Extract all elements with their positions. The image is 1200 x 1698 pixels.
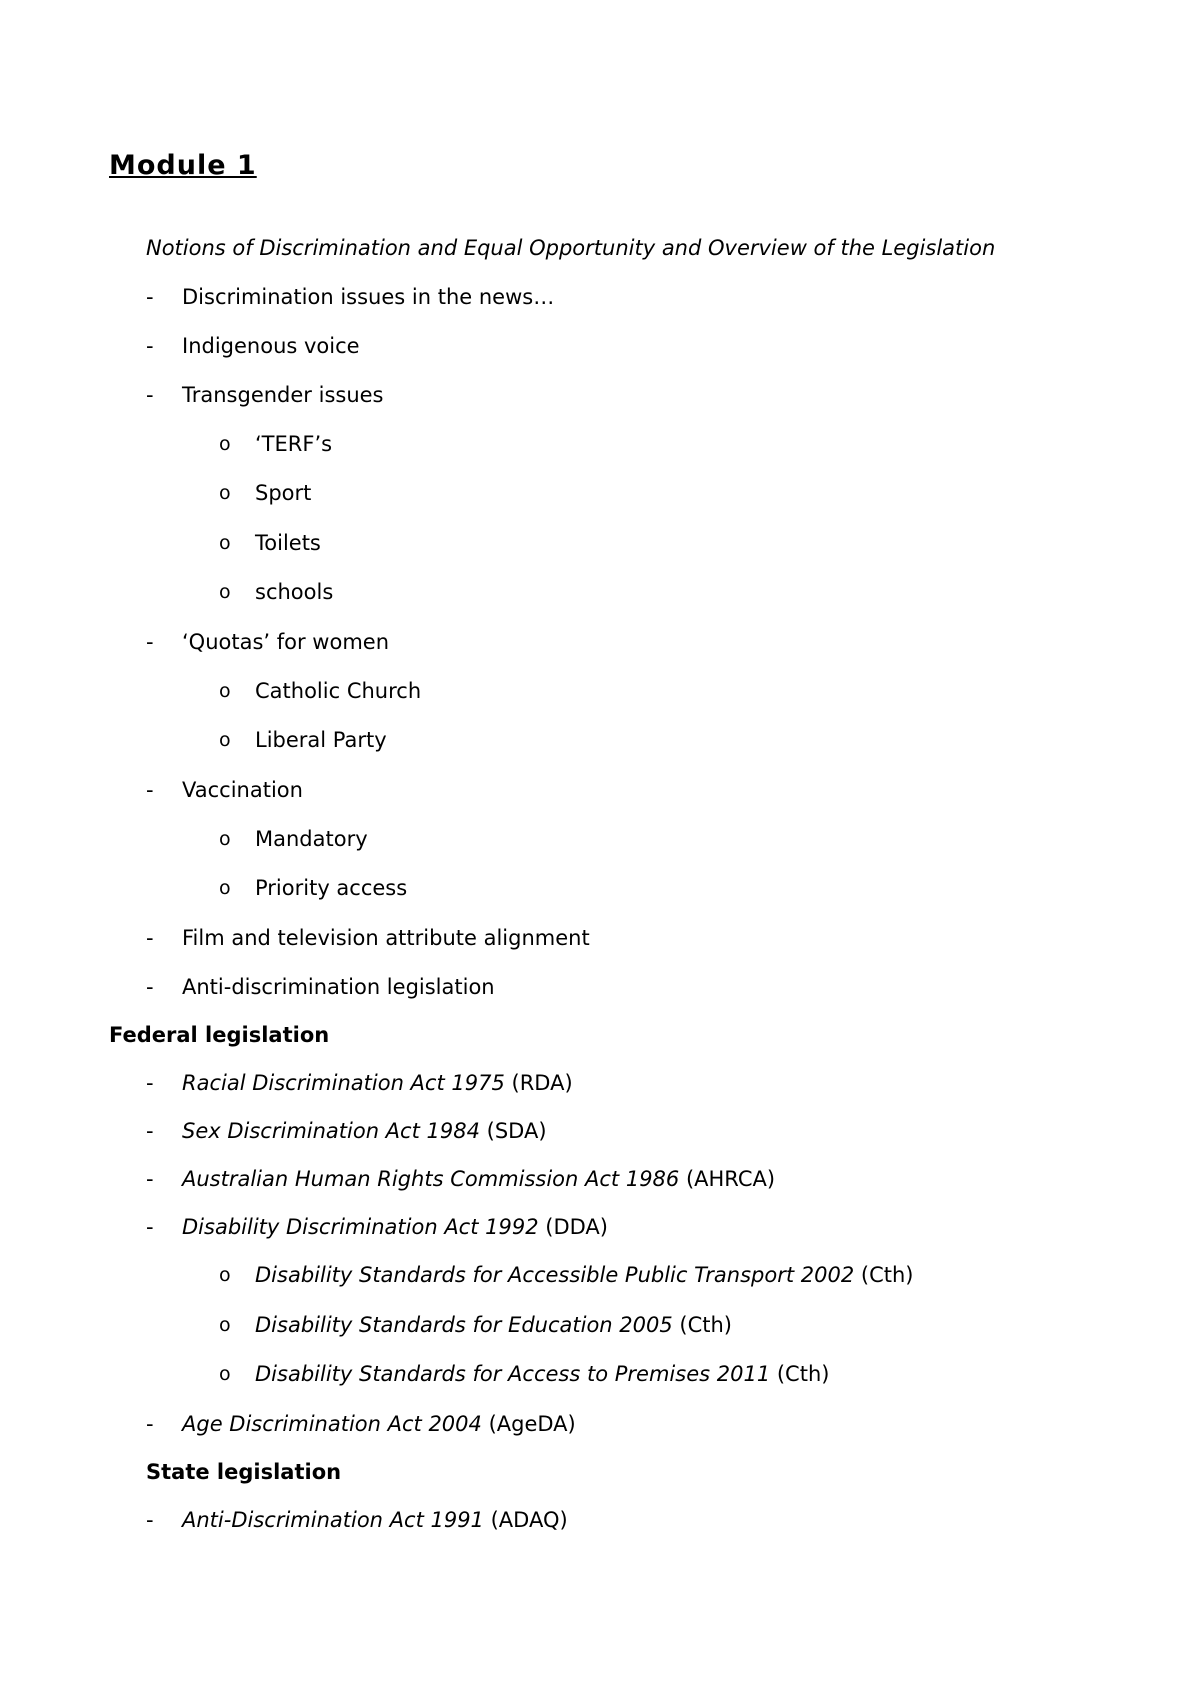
act-abbr: (AgeDA) [481,1412,576,1436]
act-abbr: (DDA) [538,1215,608,1239]
list-item: ‘Quotas’ for women [182,630,390,654]
sub-list-item: Liberal Party [255,728,387,752]
bullet-dash: - [146,383,154,407]
section-heading-state: State legislation [146,1460,342,1484]
act-item [182,1118,547,1144]
act-name: Age Discrimination Act 2004 [182,1412,482,1436]
bullet-dash: - [146,1119,154,1143]
standard-abbr: (Cth) [672,1313,733,1337]
bullet-circle: o [219,680,231,702]
sub-list-item: Toilets [255,531,321,555]
standard-item [255,1312,732,1338]
subtitle: Notions of Discrimination and Equal Opportunity and Overview of the Legislation [146,236,996,260]
bullet-circle: o [219,1264,231,1286]
act-name: Anti-Discrimination Act 1991 [182,1508,484,1532]
act-name: Sex Discrimination Act 1984 [182,1119,480,1143]
act-item [182,1214,608,1240]
act-item [182,1166,775,1192]
bullet-dash: - [146,334,154,358]
standard-name: Disability Standards for Accessible Public Transport 2002 [255,1263,855,1287]
bullet-dash: - [146,630,154,654]
section-heading-federal: Federal legislation [109,1023,330,1047]
act-name: Racial Discrimination Act 1975 [182,1071,505,1095]
bullet-circle: o [219,828,231,850]
act-name: Australian Human Rights Commission Act 1986 [182,1167,680,1191]
standard-name: Disability Standards for Education 2005 [255,1313,673,1337]
bullet-circle: o [219,1314,231,1336]
bullet-dash: - [146,1167,154,1191]
bullet-dash: - [146,975,154,999]
standard-item [255,1361,829,1387]
bullet-circle: o [219,532,231,554]
list-item: Anti-discrimination legislation [182,975,495,999]
sub-list-item: ‘TERF’s [255,432,333,456]
bullet-dash: - [146,1071,154,1095]
sub-list-item: Catholic Church [255,679,422,703]
standard-name: Disability Standards for Access to Premises 2011 [255,1362,771,1386]
bullet-dash: - [146,1412,154,1436]
list-item: Discrimination issues in the news… [182,285,555,309]
bullet-dash: - [146,926,154,950]
act-abbr: (RDA) [504,1071,573,1095]
sub-list-item: Priority access [255,876,408,900]
act-item [182,1070,573,1096]
act-abbr: (ADAQ) [483,1508,568,1532]
bullet-circle: o [219,581,231,603]
act-name: Disability Discrimination Act 1992 [182,1215,539,1239]
sub-list-item: schools [255,580,334,604]
sub-list-item: Mandatory [255,827,368,851]
act-item [182,1507,568,1533]
page-title: Module 1 [109,150,257,181]
bullet-circle: o [219,433,231,455]
bullet-circle: o [219,482,231,504]
list-item: Vaccination [182,778,303,802]
act-abbr: (SDA) [479,1119,547,1143]
bullet-circle: o [219,1363,231,1385]
list-item: Film and television attribute alignment [182,926,590,950]
list-item: Indigenous voice [182,334,360,358]
act-item [182,1411,576,1437]
sub-list-item: Sport [255,481,312,505]
bullet-dash: - [146,778,154,802]
act-abbr: (AHRCA) [679,1167,776,1191]
bullet-dash: - [146,285,154,309]
bullet-circle: o [219,729,231,751]
bullet-dash: - [146,1215,154,1239]
standard-abbr: (Cth) [770,1362,830,1386]
bullet-dash: - [146,1508,154,1532]
list-item: Transgender issues [182,383,384,407]
standard-item [255,1262,914,1288]
bullet-circle: o [219,877,231,899]
standard-abbr: (Cth) [854,1263,914,1287]
